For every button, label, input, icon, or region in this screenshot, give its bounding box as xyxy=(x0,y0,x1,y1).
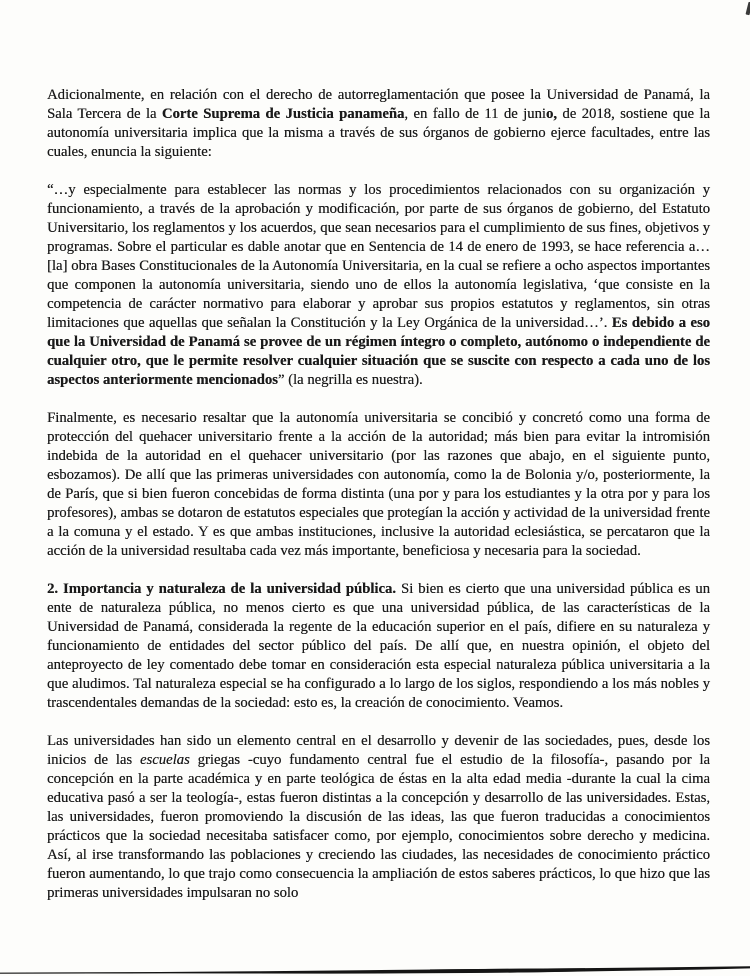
text-run: Finalmente, es necesario resaltar que la autonomía universitaria se concibió y concretó como una forma de protección del quehacer universitario frente a la acción de la autoridad; más bien para evitar la intromisión indebida de la autoridad en el quehacer universitario (por las razones que abajo, en el siguiente punto, esbozamos). De allí que las primeras universidades con autonomía, como la de Bolonia y/o, posteriormente, la de París, que si bien fueron concebidas de forma distinta (una por y para los estudiantes y la otra por y para los profesores), ambas se dotaron de estatutos especiales que protegían la acción y actividad de la universidad frente a la comuna y el estado. Y es que ambas instituciones, inclusive la autoridad eclesiástica, se percataron que la acción de la universidad resultaba cada vez más importante, beneficiosa y necesaria para la sociedad. xyxy=(47,410,710,559)
paragraph-quote xyxy=(47,181,710,390)
text-run: 2. Importancia y naturaleza de la universidad pública. xyxy=(47,581,396,597)
text-run: Si bien es cierto que una universidad pública es un ente de naturaleza pública, no menos cierto es que una universidad pública, de las características de la Universidad de Panamá, considerada la regente de la educación superior en el país, difiere en su naturaleza y funcionamiento de entidades del sector público del país. De allí que, en nuestra opinión, el objeto del anteproyecto de ley comentado debe tomar en consideración esta especial naturaleza pública universitaria a la que aludimos. Tal naturaleza especial se ha configurado a lo largo de los siglos, respondiendo a los más nobles y trascendentales demandas de la sociedad: esto es, la creación de conocimiento. Veamos. xyxy=(47,581,710,711)
scan-line-shape xyxy=(0,966,750,974)
text-run: griegas -cuyo fundamento central fue el estudio de la filosofía-, pasando por la concepción en la parte académica y en parte teológica de éstas en la alta edad media -durante la cual la cima educativa pasó a ser la teología-, estas fueron distintas a la concepción y desarrollo de las universidades. Estas, las universidades, fueron promoviendo la discusión de las ideas, las que fueron traducidas a conocimientos prácticos que la sociedad necesitaba satisfacer como, por ejemplo, conocimientos sobre derecho y medicina. Así, al irse transformando las poblaciones y creciendo las ciudades, las necesidades de conocimiento práctico fueron aumentando, lo que trajo como consecuencia la ampliación de estos saberes prácticos, lo que hizo que las primeras universidades impulsaran no solo xyxy=(47,752,710,901)
scan-artifact-corner-mark xyxy=(745,2,750,16)
text-run: , en fallo de 11 de juni xyxy=(404,106,546,122)
text-run: o, xyxy=(545,106,557,122)
scan-artifact-bottom-line xyxy=(0,962,750,976)
text-run: “…y especialmente para establecer las normas y los procedimientos relacionados con su organización y funcionamiento, a través de la aprobación y modificación, por parte de sus órganos de gobierno, del Estatuto Universitario, los reglamentos y los acuerdos, que sean necesarios para el cumplimiento de sus fines, objetivos y programas. Sobre el particular es dable anotar que en Sentencia de 14 de enero de 1993, se hace referencia a… [la] obra Bases Constitucionales de la Autonomía Universitaria, en la cual se refiere a ocho aspectos importantes que componen la autonomía universitaria, siendo uno de ellos la autonomía legislativa, ‘que consiste en la competencia de carácter normativo para elaborar y aprobar sus propios estatutos y reglamentos, sin otras limitaciones que aquellas que señalan la Constitución y la Ley Orgánica de la universidad…’. xyxy=(47,182,710,331)
text-run: escuelas xyxy=(139,752,190,768)
document-body xyxy=(47,86,710,903)
text-run: Corte Suprema de Justicia panameña xyxy=(161,106,405,122)
text-run: Es debido a eso que la Universidad de Panamá se provee de un régimen íntegro o completo, autónomo o independiente de cualquier otro, que le permite resolver cualquier situación que se suscite con respecto a cada uno de los aspectos anteriormente mencionados xyxy=(47,315,711,388)
paragraph-intro xyxy=(47,86,710,162)
paragraph-section-2 xyxy=(47,580,710,713)
scan-line-blob xyxy=(430,968,585,973)
text-run: Adicionalmente, en relación con el derecho de autorreglamentación que posee la Universidad de Panamá, la Sala Tercera de la xyxy=(47,87,710,122)
paragraph-finalmente xyxy=(47,409,710,561)
paragraph-universidades xyxy=(47,732,710,903)
text-run: de 2018, sostiene que la autonomía universitaria implica que la misma a través de sus órganos de gobierno ejerce facultades, entre las cuales, enuncia la siguiente: xyxy=(47,106,710,160)
text-run: Las universidades han sido un elemento central en el desarrollo y devenir de las sociedades, pues, desde los inicios de las xyxy=(47,733,710,768)
text-run: ” (la negrilla es nuestra). xyxy=(277,372,423,388)
